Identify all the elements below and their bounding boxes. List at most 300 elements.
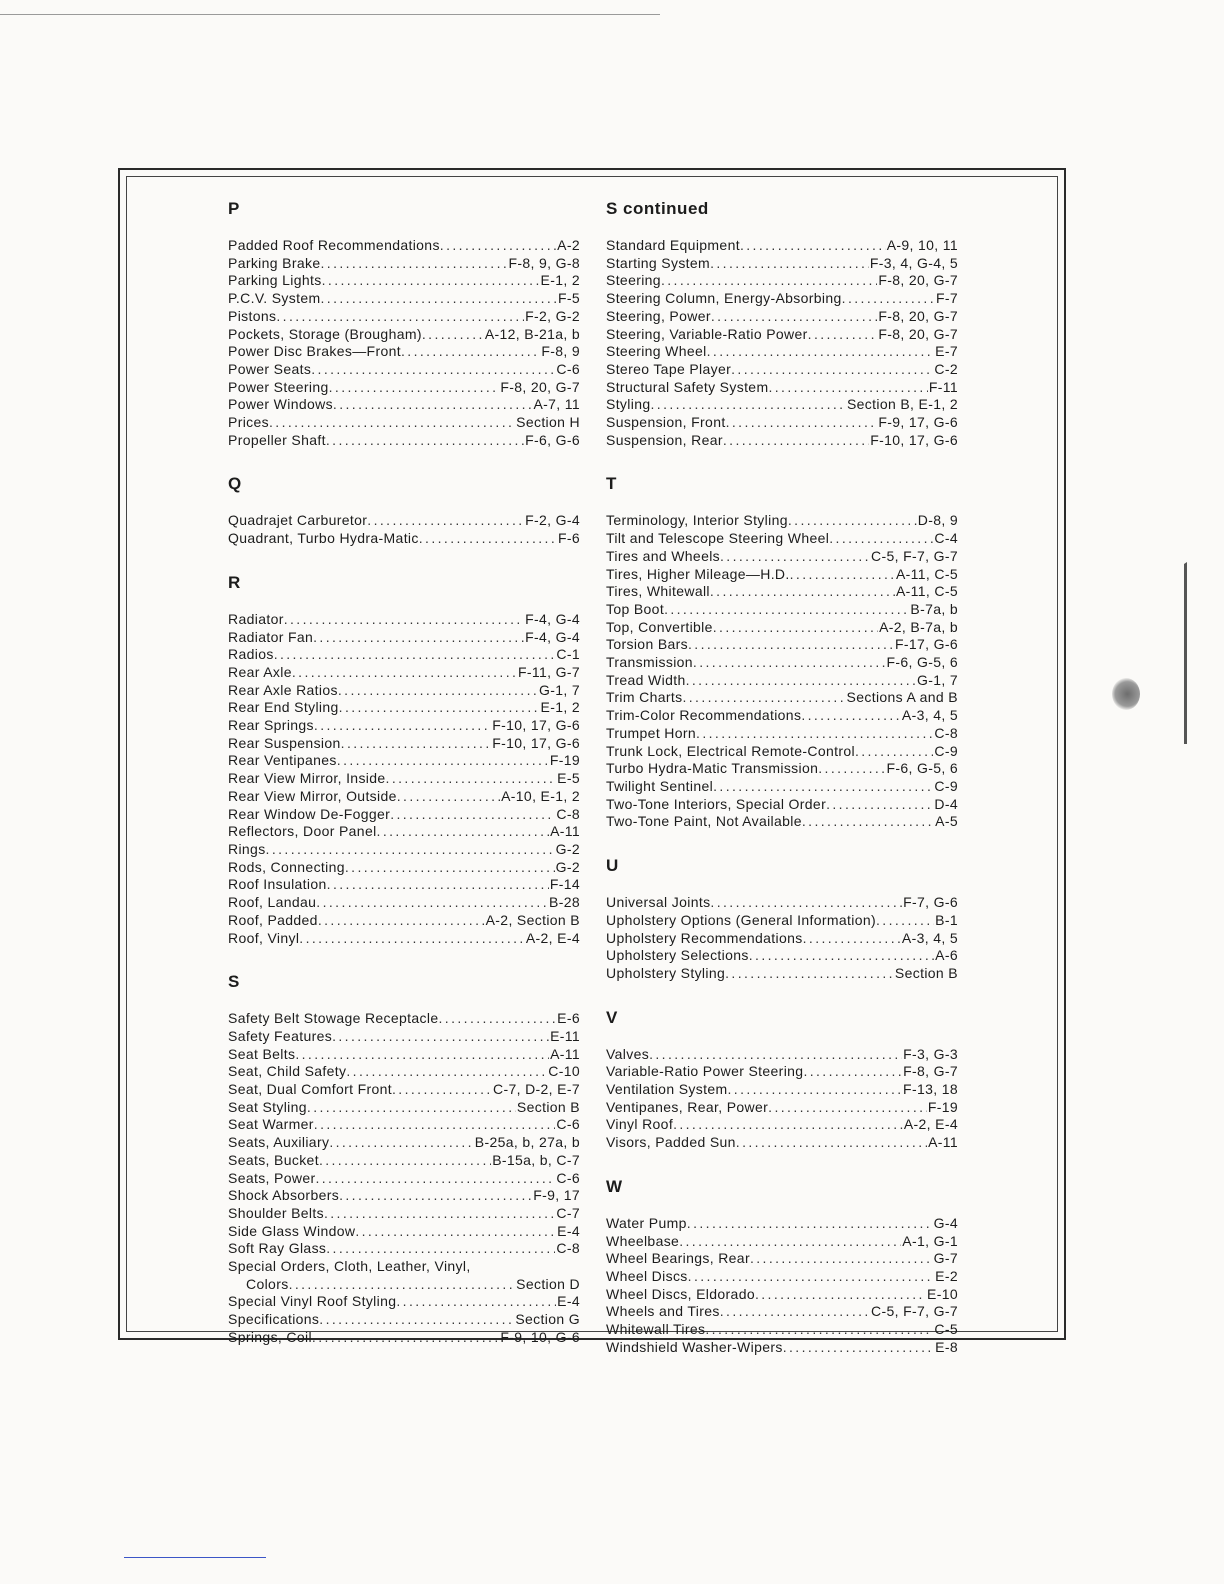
index-entry-term: Side Glass Window [228, 1222, 356, 1239]
index-entry-term: Roof, Vinyl [228, 929, 300, 946]
index-entry-page-ref: F-11 [928, 378, 958, 395]
index-entry [228, 396, 580, 414]
dot-leader [339, 699, 540, 717]
index-entry-page-ref: F-6, G-6 [525, 431, 580, 448]
index-entry-term: Radiator [228, 610, 284, 627]
index-entry [606, 512, 958, 530]
index-entry [606, 1339, 958, 1357]
index-entry-term: Parking Lights [228, 272, 322, 289]
dot-leader [720, 548, 870, 566]
group-gap [606, 983, 958, 1003]
index-entry-term: Seats, Power [228, 1169, 316, 1186]
dot-leader [829, 530, 933, 548]
index-entry-term: Seat Styling [228, 1098, 307, 1115]
index-entry-page-ref: F-6, G-5, 6 [886, 654, 958, 671]
index-entry-term: Seat, Child Safety [228, 1063, 347, 1080]
index-entry [228, 326, 580, 344]
index-entry-term: Structural Safety System [606, 378, 769, 395]
index-entry [606, 1286, 958, 1304]
index-entry-page-ref: Section G [515, 1311, 580, 1328]
index-entry-term: Radios [228, 646, 274, 663]
index-entry-page-ref: F-8, 20, G-7 [878, 325, 958, 342]
index-entry-term: Wheelbase [606, 1232, 680, 1249]
index-entry [228, 530, 580, 548]
index-entry-term: Parking Brake [228, 254, 321, 271]
index-entry [606, 813, 958, 831]
dot-leader [686, 672, 916, 690]
index-entry [228, 629, 580, 647]
dot-leader [696, 725, 933, 743]
index-letter-heading: P [228, 199, 240, 218]
index-entry [606, 930, 958, 948]
index-entry-page-ref: C-1 [556, 646, 580, 663]
index-entry-page-ref: Section H [516, 414, 580, 431]
index-entry-page-ref: G-4 [933, 1214, 958, 1231]
index-entry [228, 1116, 580, 1134]
dot-leader [284, 611, 524, 629]
index-entry [228, 823, 580, 841]
index-entry-term: Upholstery Options (General Information) [606, 911, 876, 928]
index-entry [228, 255, 580, 273]
index-entry-term: Quadrant, Turbo Hydra-Matic [228, 530, 419, 547]
index-entry-page-ref: A-3, 4, 5 [901, 707, 958, 724]
index-entry [228, 1046, 580, 1064]
dot-leader [439, 1010, 557, 1028]
index-entry-page-ref: F-8, G-7 [903, 1063, 958, 1080]
index-entry-page-ref: F-8, 9 [541, 343, 580, 360]
index-entry [606, 743, 958, 761]
index-entry [228, 272, 580, 290]
dot-leader [679, 1233, 901, 1251]
dot-leader [790, 566, 895, 584]
index-entry [606, 707, 958, 725]
index-entry [228, 512, 580, 530]
dot-leader [315, 1170, 555, 1188]
dot-leader [324, 1205, 555, 1223]
index-entry [606, 760, 958, 778]
index-entry-page-ref: A-1, G-1 [902, 1232, 958, 1249]
index-entry-term: Tires, Whitewall [606, 583, 710, 600]
dot-leader [720, 1303, 870, 1321]
index-entry-term: Turbo Hydra-Matic Transmission [606, 760, 819, 777]
dot-leader [768, 1099, 927, 1117]
dot-leader [401, 343, 540, 361]
dot-leader [818, 760, 885, 778]
dot-leader [803, 930, 901, 948]
index-entry-term: Tread Width [606, 671, 686, 688]
dot-leader [338, 682, 538, 700]
dot-leader [314, 1116, 556, 1134]
index-entry [228, 1152, 580, 1170]
index-entry-term: Trumpet Horn [606, 724, 697, 741]
index-entry [228, 717, 580, 735]
index-entry [228, 432, 580, 450]
index-entry-page-ref: E-6 [557, 1010, 580, 1027]
index-entry [228, 859, 580, 877]
dot-leader [274, 646, 556, 664]
index-entry-page-ref: E-2 [935, 1267, 958, 1284]
index-entry [606, 1250, 958, 1268]
index-entry [228, 646, 580, 664]
group-gap [606, 449, 958, 469]
index-column-right [606, 194, 958, 1356]
index-entry-term: P.C.V. System [228, 290, 321, 307]
index-entry [228, 788, 580, 806]
top-scan-rule [0, 14, 660, 15]
index-entry [228, 752, 580, 770]
index-entry [606, 308, 958, 326]
index-entry-term: Two-Tone Interiors, Special Order [606, 795, 827, 812]
dot-leader [295, 1046, 549, 1064]
index-entry-term: Rear End Styling [228, 699, 339, 716]
index-entry-term: Springs, Coil [228, 1328, 312, 1345]
dot-leader [664, 601, 909, 619]
index-entry-term: Suspension, Front [606, 414, 726, 431]
index-entry-page-ref: C-2 [934, 360, 958, 377]
index-entry-term: Safety Features [228, 1027, 333, 1044]
index-entry-page-ref: F-3, G-3 [903, 1045, 958, 1062]
index-entry-page-ref: E-7 [935, 343, 958, 360]
index-entry-page-ref: A-7, 11 [533, 396, 580, 413]
index-entry [228, 1134, 580, 1152]
index-entry [228, 379, 580, 397]
index-entry [228, 1293, 580, 1311]
index-entry-term: Special Orders, Cloth, Leather, Vinyl, [228, 1258, 471, 1275]
dot-leader [319, 1152, 491, 1170]
dot-leader [661, 272, 877, 290]
index-entry-page-ref: F-11, G-7 [517, 663, 580, 680]
dot-leader [688, 636, 894, 654]
index-entry-page-ref: A-2, Section B [485, 911, 580, 928]
index-entry-term: Visors, Padded Sun [606, 1134, 736, 1151]
index-entry-page-ref: E-10 [927, 1285, 958, 1302]
margin-bracket-mark [1176, 562, 1187, 744]
index-entry [606, 255, 958, 273]
dot-leader [725, 965, 894, 983]
index-entry-term: Propeller Shaft [228, 431, 326, 448]
index-entry [228, 1187, 580, 1205]
index-entry-page-ref: A-6 [935, 947, 958, 964]
index-entry [228, 912, 580, 930]
index-entry-term: Power Steering [228, 378, 329, 395]
index-entry-term: Starting System [606, 254, 711, 271]
index-entry-term: Torsion Bars [606, 636, 689, 653]
index-entry-page-ref: C-8 [934, 724, 958, 741]
index-entry-page-ref: F-9, 17 [533, 1187, 580, 1204]
index-entry [228, 414, 580, 432]
index-entry [228, 770, 580, 788]
index-letter-heading: T [606, 474, 617, 494]
index-entry-term: Special Vinyl Roof Styling [228, 1293, 397, 1310]
index-entry-term: Rear Springs [228, 717, 314, 734]
index-entry [606, 965, 958, 983]
dot-leader [312, 1329, 499, 1347]
dot-leader [346, 1063, 547, 1081]
index-entry-term: Roof, Landau [228, 894, 317, 911]
dot-leader [723, 432, 869, 450]
index-entry [606, 290, 958, 308]
index-entry [606, 583, 958, 601]
index-entry-term: Upholstery Styling [606, 964, 726, 981]
index-entry [228, 1240, 580, 1258]
index-entry-term: Steering, Power [606, 307, 711, 324]
index-entry-page-ref: G-1, 7 [916, 671, 958, 688]
dot-leader [713, 778, 933, 796]
dot-leader [802, 813, 934, 831]
punch-hole-mark [1112, 678, 1140, 710]
index-entry-term: Quadrajet Carburetor [228, 512, 368, 529]
index-entry-page-ref: G-2 [555, 858, 580, 875]
index-entry [228, 343, 580, 361]
index-entry-term: Rear Suspension [228, 734, 341, 751]
index-entry-page-ref: C-10 [548, 1063, 580, 1080]
group-gap [228, 548, 580, 568]
index-entry [606, 725, 958, 743]
dot-leader [710, 583, 895, 601]
index-entry-term: Rear Ventipanes [228, 752, 337, 769]
index-entry-page-ref: F-19 [549, 752, 580, 769]
index-entry-term: Wheel Discs [606, 1267, 688, 1284]
index-entry-term: Rear Axle [228, 663, 292, 680]
index-entry [606, 1099, 958, 1117]
dot-leader [710, 894, 902, 912]
index-entry-term: Pistons [228, 307, 277, 324]
dot-leader [329, 379, 500, 397]
index-entry-term: Valves [606, 1045, 650, 1062]
dot-leader [783, 1339, 934, 1357]
index-entry-term: Power Disc Brakes—Front [228, 343, 401, 360]
index-entry [606, 530, 958, 548]
index-entry-page-ref: F-19 [927, 1098, 958, 1115]
index-entry-term: Suspension, Rear [606, 431, 723, 448]
index-entry-term: Two-Tone Paint, Not Available [606, 813, 802, 830]
index-entry-term: Rear Axle Ratios [228, 681, 338, 698]
dot-leader [440, 237, 556, 255]
index-entry-page-ref: G-2 [555, 840, 580, 857]
index-entry-page-ref: A-2, B-7a, b [879, 618, 958, 635]
index-entry [228, 894, 580, 912]
index-entry-page-ref: F-4, G-4 [525, 610, 580, 627]
index-entry-page-ref: A-11 [550, 1045, 580, 1062]
index-entry [606, 1046, 958, 1064]
dot-leader [396, 1293, 556, 1311]
index-entry-page-ref: C-8 [556, 1240, 580, 1257]
index-entry [606, 619, 958, 637]
index-entry [228, 1081, 580, 1099]
index-entry [606, 1116, 958, 1134]
dot-leader [750, 1250, 933, 1268]
index-entry-term: Upholstery Selections [606, 947, 749, 964]
index-entry-page-ref: E-4 [557, 1222, 580, 1239]
index-entry [606, 672, 958, 690]
index-entry-page-ref: B-15a, b, C-7 [492, 1151, 580, 1168]
index-entry-page-ref: C-7 [556, 1204, 580, 1221]
dot-leader [266, 841, 555, 859]
index-entry-term: Seats, Bucket [228, 1151, 319, 1168]
index-entry-page-ref: E-1, 2 [540, 699, 580, 716]
dot-leader [727, 1081, 902, 1099]
dot-leader [322, 272, 540, 290]
index-entry-term: Power Seats [228, 360, 312, 377]
index-entry [606, 1063, 958, 1081]
dot-leader [386, 770, 557, 788]
dot-leader [876, 912, 934, 930]
dot-leader [842, 290, 935, 308]
index-entry-term: Wheel Bearings, Rear [606, 1250, 750, 1267]
dot-leader [345, 859, 555, 877]
index-entry-term: Whitewall Tires [606, 1321, 706, 1338]
index-entry [606, 601, 958, 619]
index-entry-term: Wheel Discs, Eldorado [606, 1285, 755, 1302]
index-entry [228, 1258, 580, 1276]
group-gap [228, 449, 580, 469]
dot-leader [855, 743, 933, 761]
index-entry [606, 343, 958, 361]
dot-leader [390, 806, 555, 824]
index-entry-term: Power Windows [228, 396, 333, 413]
index-entry-term: Steering [606, 272, 661, 289]
index-entry [606, 1268, 958, 1286]
index-entry [606, 654, 958, 672]
index-entry [228, 1028, 580, 1046]
dot-leader [788, 512, 917, 530]
index-entry-term: Rear View Mirror, Inside [228, 770, 386, 787]
index-entry [228, 806, 580, 824]
index-entry-term: Colors [246, 1275, 289, 1292]
index-entry-page-ref: A-11 [550, 823, 580, 840]
index-entry-term: Rings [228, 840, 266, 857]
index-entry [606, 548, 958, 566]
index-entry [606, 1321, 958, 1339]
index-entry-page-ref: A-9, 10, 11 [886, 237, 958, 253]
index-entry-term: Seat Belts [228, 1045, 296, 1062]
index-entry-page-ref: F-8, 20, G-7 [878, 307, 958, 324]
index-entry-page-ref: F-8, 20, G-7 [878, 272, 958, 289]
index-entry-term: Tilt and Telescope Steering Wheel [606, 530, 830, 547]
dot-leader [289, 1276, 516, 1294]
index-entry [228, 1205, 580, 1223]
index-letter-heading: V [606, 1007, 618, 1027]
index-entry-page-ref: C-5, F-7, G-7 [870, 547, 958, 564]
index-entry-page-ref: F-14 [549, 876, 580, 893]
dot-leader [392, 1081, 492, 1099]
dot-leader [693, 654, 886, 672]
index-entry-term: Seat, Dual Comfort Front [228, 1081, 393, 1098]
dot-leader [649, 1046, 902, 1064]
index-entry-term: Rear Window De-Fogger [228, 805, 391, 822]
index-entry [228, 930, 580, 948]
dot-leader [326, 1240, 555, 1258]
index-entry-page-ref: A-5 [935, 813, 958, 830]
index-entry-page-ref: F-8, 9, G-8 [508, 254, 580, 271]
index-entry-term: Roof Insulation [228, 876, 327, 893]
dot-leader [803, 1063, 902, 1081]
dot-leader [299, 930, 525, 948]
dot-leader [332, 1028, 549, 1046]
index-entry-term: Ventilation System [606, 1081, 728, 1098]
index-entry-page-ref: Section B, E-1, 2 [846, 396, 958, 413]
index-entry [228, 1311, 580, 1329]
dot-leader [313, 629, 524, 647]
index-entry-page-ref: C-9 [934, 742, 958, 759]
index-entry [606, 912, 958, 930]
dot-leader [682, 689, 845, 707]
index-entry-page-ref: A-2, E-4 [525, 929, 580, 946]
dot-leader [319, 1311, 514, 1329]
index-entry-term: Steering Wheel [606, 343, 707, 360]
dot-leader [801, 707, 901, 725]
dot-leader [316, 894, 548, 912]
index-entry-page-ref: F-7, G-6 [903, 894, 958, 911]
index-entry-page-ref: C-5, F-7, G-7 [870, 1303, 958, 1320]
index-entry-page-ref: C-6 [556, 1116, 580, 1133]
dot-leader [292, 664, 517, 682]
index-entry-term: Water Pump [606, 1214, 687, 1231]
index-entry [228, 664, 580, 682]
dot-leader [377, 823, 550, 841]
index-entry-term: Steering, Variable-Ratio Power [606, 325, 808, 342]
index-entry-term: Twilight Sentinel [606, 777, 714, 794]
index-entry-term: Soft Ray Glass [228, 1240, 327, 1257]
index-entry-term: Roof, Padded [228, 911, 318, 928]
dot-leader [318, 912, 485, 930]
index-entry-page-ref: F-8, 20, G-7 [500, 378, 580, 395]
index-entry-page-ref: F-13, 18 [903, 1081, 958, 1098]
index-entry-page-ref: D-4 [934, 795, 958, 812]
index-entry-page-ref: A-10, E-1, 2 [501, 787, 580, 804]
dot-leader [749, 947, 934, 965]
index-entry-term: Padded Roof Recommendations [228, 237, 440, 253]
index-entry [228, 1010, 580, 1028]
index-entry [606, 237, 958, 255]
index-entry-page-ref: Sections A and B [846, 689, 958, 706]
dot-leader [710, 255, 869, 273]
index-entry-page-ref: C-4 [934, 530, 958, 547]
dot-leader [740, 237, 886, 255]
index-letter-heading: S continued [606, 199, 709, 218]
index-entry-page-ref: E-5 [557, 770, 580, 787]
index-entry-page-ref: D-8, 9 [917, 512, 958, 529]
index-entry [228, 1063, 580, 1081]
index-entry-term: Pockets, Storage (Brougham) [228, 325, 422, 342]
dot-leader [307, 1099, 516, 1117]
dot-leader [314, 717, 491, 735]
index-entry-page-ref: F-17, G-6 [894, 636, 958, 653]
index-letter-heading: R [228, 572, 241, 592]
index-entry [606, 1303, 958, 1321]
index-entry [228, 361, 580, 379]
index-entry-page-ref: A-12, B-21a, b [484, 325, 580, 342]
index-entry-term: Seats, Auxiliary [228, 1134, 330, 1151]
index-entry-term: Tires, Higher Mileage—H.D. [606, 565, 790, 582]
index-entry-term: Specifications [228, 1311, 320, 1328]
index-entry [606, 636, 958, 654]
dot-leader [736, 1134, 927, 1152]
index-entry-term: Standard Equipment [606, 237, 740, 253]
index-entry-page-ref: Section D [516, 1275, 580, 1292]
index-entry-page-ref: A-3, 4, 5 [901, 929, 958, 946]
index-entry-term: Terminology, Interior Styling [606, 512, 788, 529]
index-entry [606, 1134, 958, 1152]
index-entry-term: Trim-Color Recommendations [606, 707, 802, 724]
index-entry [606, 361, 958, 379]
index-entry-page-ref: F-2, G-4 [525, 512, 580, 529]
dot-leader [397, 788, 500, 806]
dot-leader [367, 512, 524, 530]
dot-leader [339, 1187, 532, 1205]
index-entry [606, 566, 958, 584]
index-entry [606, 414, 958, 432]
